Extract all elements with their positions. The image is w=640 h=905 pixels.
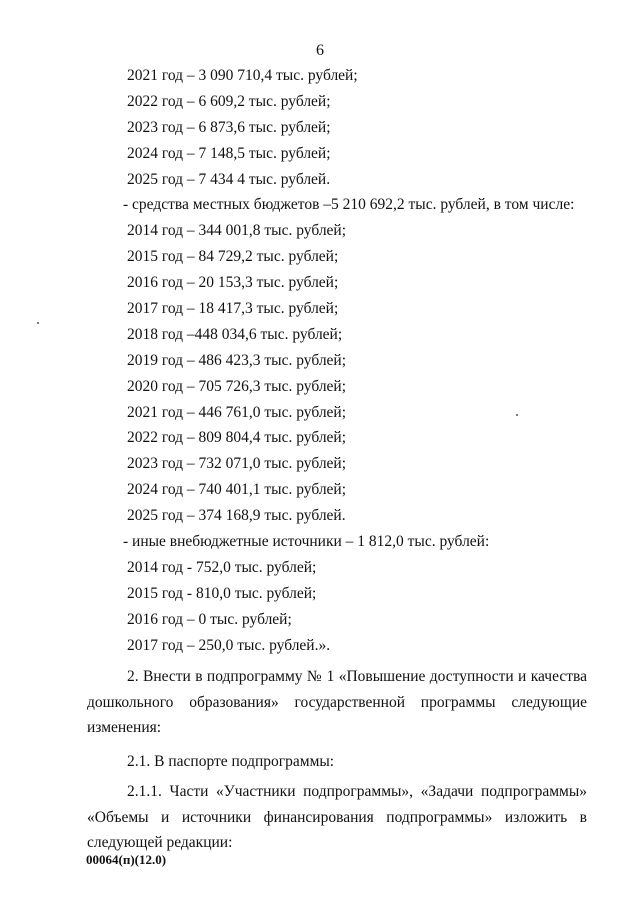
amendment-paragraph: 2. Внести в подпрограмму № 1 «Повышение доступности и качества дошкольного образования» государственной программы следующие изменения: xyxy=(87,668,587,737)
scan-speck xyxy=(516,414,518,416)
funding-line: 2015 год - 810,0 тыс. рублей; xyxy=(127,584,317,602)
funding-line: 2025 год – 7 434 4 тыс. рублей. xyxy=(127,170,331,188)
funding-line: 2020 год – 705 726,3 тыс. рублей; xyxy=(127,377,347,395)
funding-line: 2014 год - 752,0 тыс. рублей; xyxy=(127,558,317,576)
funding-line: 2016 год – 20 153,3 тыс. рублей; xyxy=(127,274,339,292)
funding-line: 2015 год – 84 729,2 тыс. рублей; xyxy=(127,248,339,266)
funding-line: 2024 год – 740 401,1 тыс. рублей; xyxy=(127,481,347,499)
funding-line: 2017 год – 250,0 тыс. рублей.». xyxy=(127,636,331,654)
document-code: 00064(п)(12.0) xyxy=(86,852,167,867)
page-number: 6 xyxy=(316,42,324,59)
funding-line: 2021 год – 3 090 710,4 тыс. рублей; xyxy=(127,67,358,84)
funding-line: 2021 год – 446 761,0 тыс. рублей; xyxy=(127,403,347,421)
extra-budget-heading: - иные внебюджетные источники – 1 812,0 тыс. рублей: xyxy=(123,533,490,551)
funding-line: 2022 год – 809 804,4 тыс. рублей; xyxy=(127,429,347,447)
funding-line: 2018 год –448 034,6 тыс. рублей; xyxy=(127,325,343,343)
funding-line: 2014 год – 344 001,8 тыс. рублей; xyxy=(127,222,347,240)
funding-line: 2019 год – 486 423,3 тыс. рублей; xyxy=(127,351,347,369)
funding-line: 2023 год – 732 071,0 тыс. рублей; xyxy=(127,455,347,473)
local-budgets-heading: - средства местных бюджетов –5 210 692,2 тыс. рублей, в том числе: xyxy=(123,196,575,214)
scan-speck xyxy=(37,322,39,324)
document-body xyxy=(87,63,587,856)
funding-line: 2016 год – 0 тыс. рублей; xyxy=(127,610,292,628)
amendment-paragraph: 2.1. В паспорте подпрограммы: xyxy=(127,752,335,770)
funding-line: 2022 год – 6 609,2 тыс. рублей; xyxy=(127,92,331,110)
funding-line: 2024 год – 7 148,5 тыс. рублей; xyxy=(127,144,331,162)
funding-line: 2025 год – 374 168,9 тыс. рублей. xyxy=(127,507,346,525)
funding-line: 2023 год – 6 873,6 тыс. рублей; xyxy=(127,118,331,136)
funding-line: 2017 год – 18 417,3 тыс. рублей; xyxy=(127,300,339,318)
amendment-paragraph: 2.1.1. Части «Участники подпрограммы», «Задачи подпрограммы» «Объемы и источники финансирования подпрограммы» изложить в следующей редакции: xyxy=(87,783,587,852)
